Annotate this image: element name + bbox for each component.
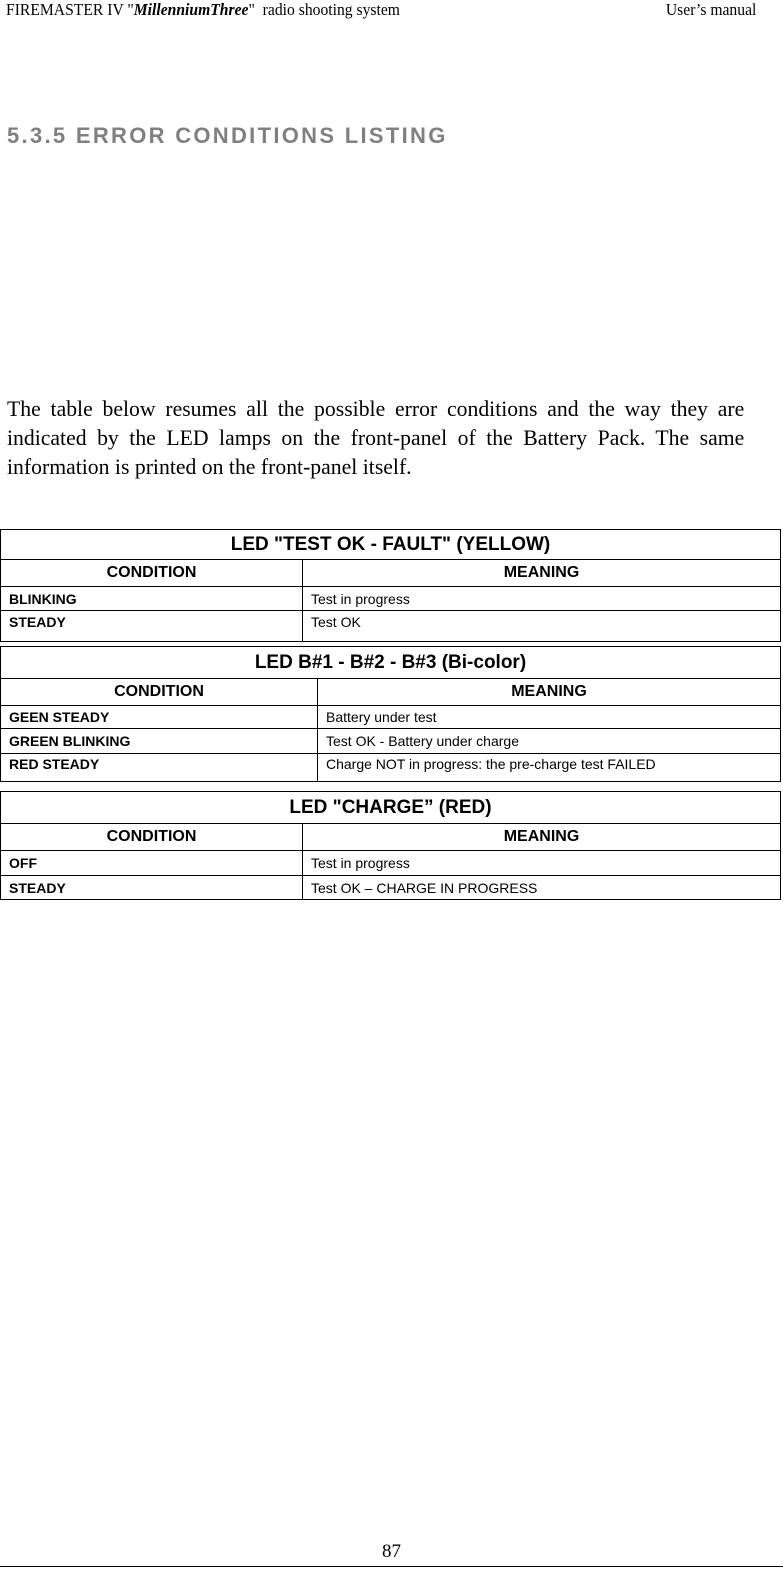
condition-cell: GEEN STEADY (1, 706, 318, 729)
table-title: LED B#1 - B#2 - B#3 (Bi-color) (1, 647, 781, 679)
meaning-cell: Test in progress (303, 587, 781, 611)
table-row (1, 851, 781, 876)
table-row (1, 587, 781, 611)
header-product-suffix: " radio shooting system (248, 0, 400, 19)
condition-cell: BLINKING (1, 587, 303, 611)
meaning-cell: Battery under test (318, 706, 781, 729)
condition-cell: GREEN BLINKING (1, 729, 318, 754)
condition-cell: STEADY (1, 876, 303, 900)
led-bicolor-table (0, 646, 781, 782)
column-header-meaning: MEANING (318, 679, 781, 706)
table-row (1, 706, 781, 729)
condition-cell: OFF (1, 851, 303, 876)
column-header-condition: CONDITION (1, 824, 303, 851)
footer-divider (0, 1566, 783, 1567)
header-manual-label: User’s manual (665, 0, 756, 19)
meaning-cell: Test OK - Battery under charge (318, 729, 781, 754)
meaning-cell: Test OK – CHARGE IN PROGRESS (303, 876, 781, 900)
condition-cell: RED STEADY (1, 754, 318, 782)
intro-paragraph: The table below resumes all the possible error conditions and the way they are indicated by the LED lamps on the front-panel of the Battery Pack. The same information is printed on the front-panel itself. (7, 396, 745, 479)
led-charge-table (0, 791, 781, 900)
table-title: LED "CHARGE” (RED) (1, 792, 781, 824)
column-header-condition: CONDITION (1, 560, 303, 587)
header-product-prefix: FIREMASTER IV " (6, 0, 134, 19)
table-row (1, 729, 781, 754)
header-product-brand: MillenniumThree (133, 0, 249, 19)
table-title: LED "TEST OK - FAULT" (YELLOW) (1, 530, 781, 560)
led-test-ok-fault-table (0, 529, 781, 642)
table-row (1, 611, 781, 642)
page-header (6, 0, 776, 22)
column-header-meaning: MEANING (303, 824, 781, 851)
header-product (6, 0, 400, 20)
meaning-cell: Charge NOT in progress: the pre-charge test FAILED (318, 754, 781, 782)
table-row (1, 754, 781, 782)
section-title: 5.3.5 ERROR CONDITIONS LISTING (7, 123, 448, 148)
page-number: 87 (382, 1541, 401, 1562)
table-row (1, 876, 781, 900)
column-header-condition: CONDITION (1, 679, 318, 706)
condition-cell: STEADY (1, 611, 303, 642)
column-header-meaning: MEANING (303, 560, 781, 587)
meaning-cell: Test in progress (303, 851, 781, 876)
meaning-cell: Test OK (303, 611, 781, 642)
